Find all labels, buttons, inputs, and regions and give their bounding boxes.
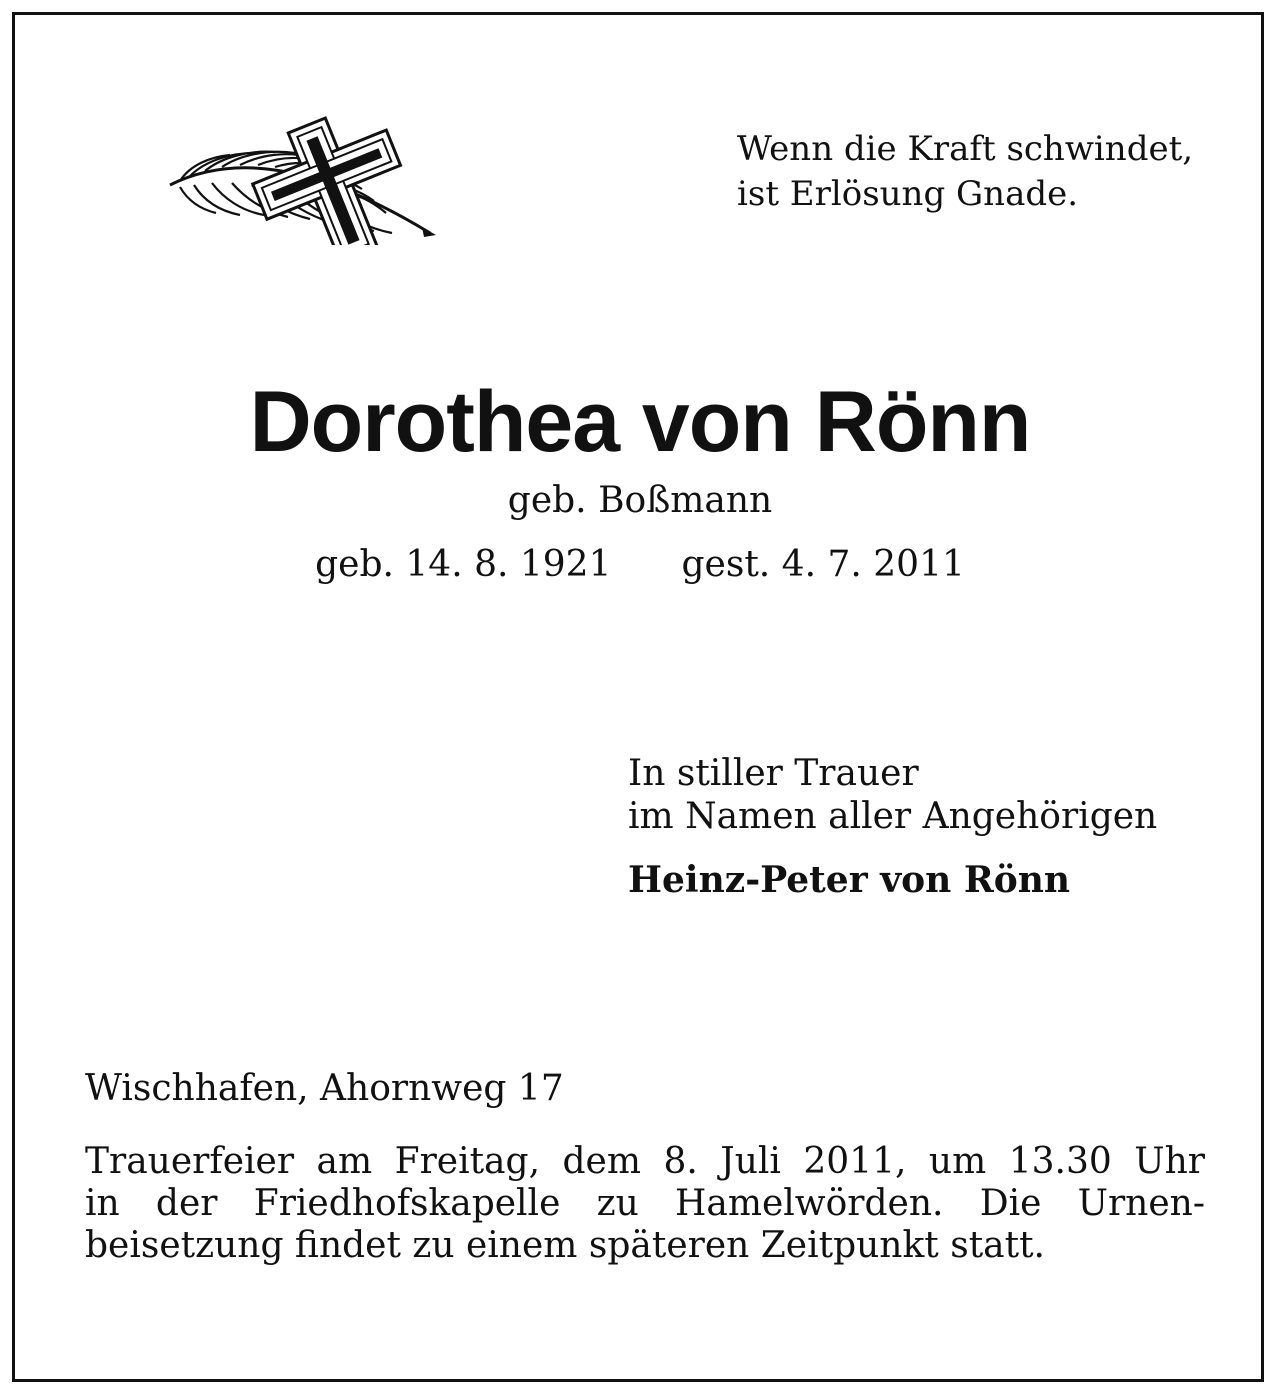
- motto-line: ist Erlösung Gnade.: [737, 174, 1079, 214]
- mourners-block: [628, 752, 1157, 838]
- address: Wischhafen, Ahornweg 17: [85, 1068, 564, 1109]
- mourners-line: In stiller Trauer: [628, 753, 919, 794]
- motto-quote: [737, 127, 1193, 217]
- life-dates: [0, 542, 1280, 588]
- service-line: beisetzung findet zu einem späteren Zeitpunkt statt.: [85, 1225, 1045, 1266]
- birth-date: geb. 14. 8. 1921: [315, 544, 612, 585]
- maiden-name: geb. Boßmann: [507, 480, 773, 521]
- service-line: in der Friedhofskapelle zu Hamelwörden. Die Urnen-: [85, 1183, 1205, 1224]
- motto-line: Wenn die Kraft schwindet,: [737, 129, 1194, 169]
- deceased-name: Dorothea von Rönn: [249, 374, 1031, 470]
- service-line: Trauerfeier am Freitag, dem 8. Juli 2011, um 13.30 Uhr: [85, 1141, 1205, 1182]
- death-date: gest. 4. 7. 2011: [681, 544, 965, 585]
- mourners-line: im Namen aller Angehörigen: [628, 796, 1158, 837]
- signer-name: Heinz-Peter von Rönn: [628, 859, 1071, 901]
- cross-palm-icon: [160, 115, 445, 245]
- service-info: [85, 1141, 1205, 1267]
